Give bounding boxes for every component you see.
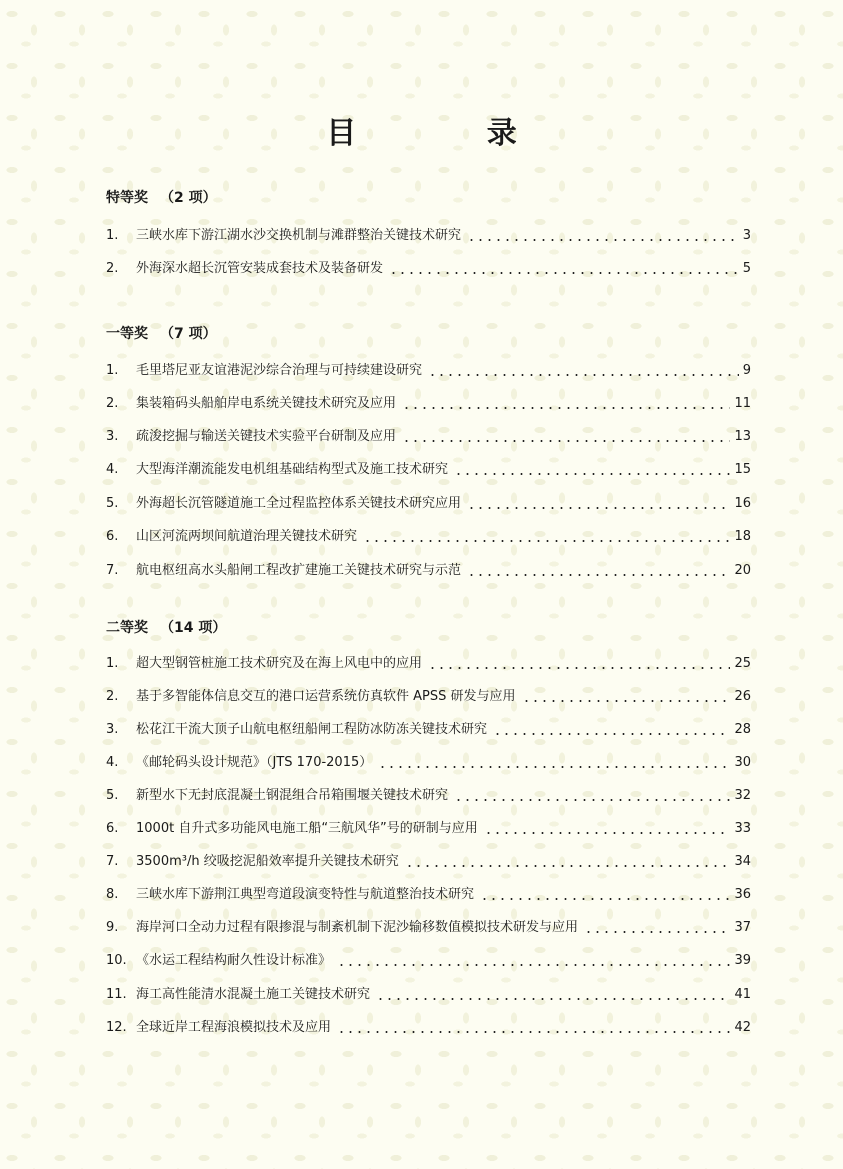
dot-leader — [337, 964, 730, 966]
toc-entry-page-number: 37 — [734, 920, 751, 935]
dot-leader — [467, 239, 739, 241]
toc-entry[interactable] — [106, 394, 751, 414]
toc-entry-title: 1000t 自升式多功能风电施工船“三航风华”号的研制与应用 — [136, 821, 478, 836]
dot-leader — [428, 667, 730, 669]
toc-entry-number: 4. — [106, 755, 119, 770]
toc-entry-number: 9. — [106, 920, 119, 935]
toc-entry-number: 6. — [106, 529, 119, 544]
toc-entry-page-number: 13 — [734, 429, 751, 444]
toc-entry-page-number: 34 — [734, 854, 751, 869]
toc-entry[interactable] — [106, 720, 751, 740]
dot-leader — [454, 473, 730, 475]
section-item-count: （7 项） — [160, 326, 217, 342]
toc-entry-title: 三峡水库下游荆江典型弯道段演变特性与航道整治技术研究 — [136, 887, 475, 902]
toc-entry[interactable] — [106, 687, 751, 707]
dot-leader — [402, 440, 730, 442]
toc-entry-number: 3. — [106, 722, 119, 737]
toc-entry-page-number: 15 — [734, 462, 751, 477]
dot-leader — [378, 766, 730, 768]
toc-entry-page-number: 41 — [734, 987, 751, 1002]
toc-entry-title: 海岸河口全动力过程有限掺混与制紊机制下泥沙输移数值模拟技术研发与应用 — [136, 920, 579, 935]
toc-entry-title: 外海深水超长沉管安装成套技术及装备研发 — [136, 261, 384, 276]
section-second-prize-heading — [106, 618, 226, 638]
toc-entry-page-number: 9 — [742, 363, 751, 378]
toc-entry[interactable] — [106, 819, 751, 839]
dot-leader — [584, 931, 730, 933]
toc-entry-number: 1. — [106, 228, 119, 243]
toc-entry-number: 2. — [106, 261, 119, 276]
toc-entry-page-number: 30 — [734, 755, 751, 770]
dot-leader — [467, 574, 730, 576]
toc-entry-page-number: 18 — [734, 529, 751, 544]
toc-entry-number: 4. — [106, 462, 119, 477]
dot-leader — [484, 832, 731, 834]
toc-entry-page-number: 32 — [734, 788, 751, 803]
toc-entry-title: 《水运工程结构耐久性设计标准》 — [136, 953, 332, 968]
toc-entry[interactable] — [106, 427, 751, 447]
dot-leader — [376, 998, 730, 1000]
toc-entry[interactable] — [106, 361, 751, 381]
dot-leader — [363, 540, 730, 542]
toc-entry-title: 三峡水库下游江湖水沙交换机制与滩群整治关键技术研究 — [136, 228, 462, 243]
toc-entry[interactable] — [106, 885, 751, 905]
toc-entry-page-number: 3 — [742, 228, 751, 243]
toc-entry-number: 1. — [106, 363, 119, 378]
toc-entry[interactable] — [106, 786, 751, 806]
toc-entry[interactable] — [106, 226, 751, 246]
toc-entry-number: 7. — [106, 563, 119, 578]
dot-leader — [389, 272, 739, 274]
toc-entry[interactable] — [106, 918, 751, 938]
toc-entry[interactable] — [106, 985, 751, 1005]
toc-entry-title: 集装箱码头船舶岸电系统关键技术研究及应用 — [136, 396, 397, 411]
toc-entry-title: 疏浚挖掘与输送关键技术实验平台研制及应用 — [136, 429, 397, 444]
dot-leader — [428, 374, 739, 376]
toc-entry-number: 11. — [106, 987, 127, 1002]
toc-entry-number: 3. — [106, 429, 119, 444]
section-heading-label: 一等奖 — [106, 326, 148, 342]
toc-entry-number: 10. — [106, 953, 127, 968]
toc-entry-title: 3500m³/h 绞吸挖泥船效率提升关键技术研究 — [136, 854, 399, 869]
toc-entry-title: 超大型钢管桩施工技术研究及在海上风电中的应用 — [136, 656, 423, 671]
toc-entry[interactable] — [106, 753, 751, 773]
dot-leader — [337, 1031, 730, 1033]
toc-entry-title: 海工高性能清水混凝土施工关键技术研究 — [136, 987, 371, 1002]
toc-entry-title: 航电枢纽高水头船闸工程改扩建施工关键技术研究与示范 — [136, 563, 462, 578]
toc-entry-page-number: 16 — [734, 496, 751, 511]
section-heading-label: 二等奖 — [106, 620, 148, 636]
toc-entry-number: 8. — [106, 887, 119, 902]
toc-entry[interactable] — [106, 527, 751, 547]
toc-entry-title: 外海超长沉管隧道施工全过程监控体系关键技术研究应用 — [136, 496, 462, 511]
section-item-count: （2 项） — [160, 190, 217, 206]
toc-entry-page-number: 26 — [734, 689, 751, 704]
toc-entry[interactable] — [106, 259, 751, 279]
toc-entry-number: 2. — [106, 689, 119, 704]
toc-entry-title: 毛里塔尼亚友谊港泥沙综合治理与可持续建设研究 — [136, 363, 423, 378]
toc-entry-number: 12. — [106, 1020, 127, 1035]
toc-entry-title: 全球近岸工程海浪模拟技术及应用 — [136, 1020, 332, 1035]
toc-entry-title: 基于多智能体信息交互的港口运营系统仿真软件 APSS 研发与应用 — [136, 689, 516, 704]
toc-entry-number: 5. — [106, 788, 119, 803]
section-heading-label: 特等奖 — [106, 190, 148, 206]
toc-entry-title: 松花江干流大顶子山航电枢纽船闸工程防冰防冻关键技术研究 — [136, 722, 488, 737]
section-special-prize-heading — [106, 188, 217, 208]
toc-entry-page-number: 36 — [734, 887, 751, 902]
toc-entry-page-number: 11 — [734, 396, 751, 411]
page-title: 目 录 — [326, 116, 577, 151]
dot-leader — [405, 865, 731, 867]
toc-entry-page-number: 33 — [734, 821, 751, 836]
toc-entry[interactable] — [106, 852, 751, 872]
toc-entry-page-number: 42 — [734, 1020, 751, 1035]
dot-leader — [522, 700, 731, 702]
toc-entry-page-number: 25 — [734, 656, 751, 671]
section-first-prize-heading — [106, 324, 217, 344]
toc-entry-title: 《邮轮码头设计规范》（JTS 170-2015） — [136, 755, 373, 770]
toc-entry-number: 2. — [106, 396, 119, 411]
dot-leader — [454, 799, 730, 801]
toc-entry-number: 6. — [106, 821, 119, 836]
toc-entry-page-number: 5 — [742, 261, 751, 276]
toc-entry[interactable] — [106, 494, 751, 514]
toc-entry-title: 大型海洋潮流能发电机组基础结构型式及施工技术研究 — [136, 462, 449, 477]
dot-leader — [493, 733, 730, 735]
section-item-count: （14 项） — [160, 620, 227, 636]
toc-entry[interactable] — [106, 951, 751, 971]
toc-entry-title: 新型水下无封底混凝土钢混组合吊箱围堰关键技术研究 — [136, 788, 449, 803]
toc-entry-page-number: 39 — [734, 953, 751, 968]
toc-entry-number: 1. — [106, 656, 119, 671]
toc-entry[interactable] — [106, 654, 751, 674]
dot-leader — [402, 407, 730, 409]
toc-entry[interactable] — [106, 460, 751, 480]
dot-leader — [480, 898, 730, 900]
dot-leader — [467, 507, 730, 509]
toc-entry[interactable] — [106, 1018, 751, 1038]
toc-entry-page-number: 20 — [734, 563, 751, 578]
toc-entry-number: 5. — [106, 496, 119, 511]
toc-entry[interactable] — [106, 561, 751, 581]
toc-entry-page-number: 28 — [734, 722, 751, 737]
toc-entry-number: 7. — [106, 854, 119, 869]
toc-entry-title: 山区河流两坝间航道治理关键技术研究 — [136, 529, 358, 544]
